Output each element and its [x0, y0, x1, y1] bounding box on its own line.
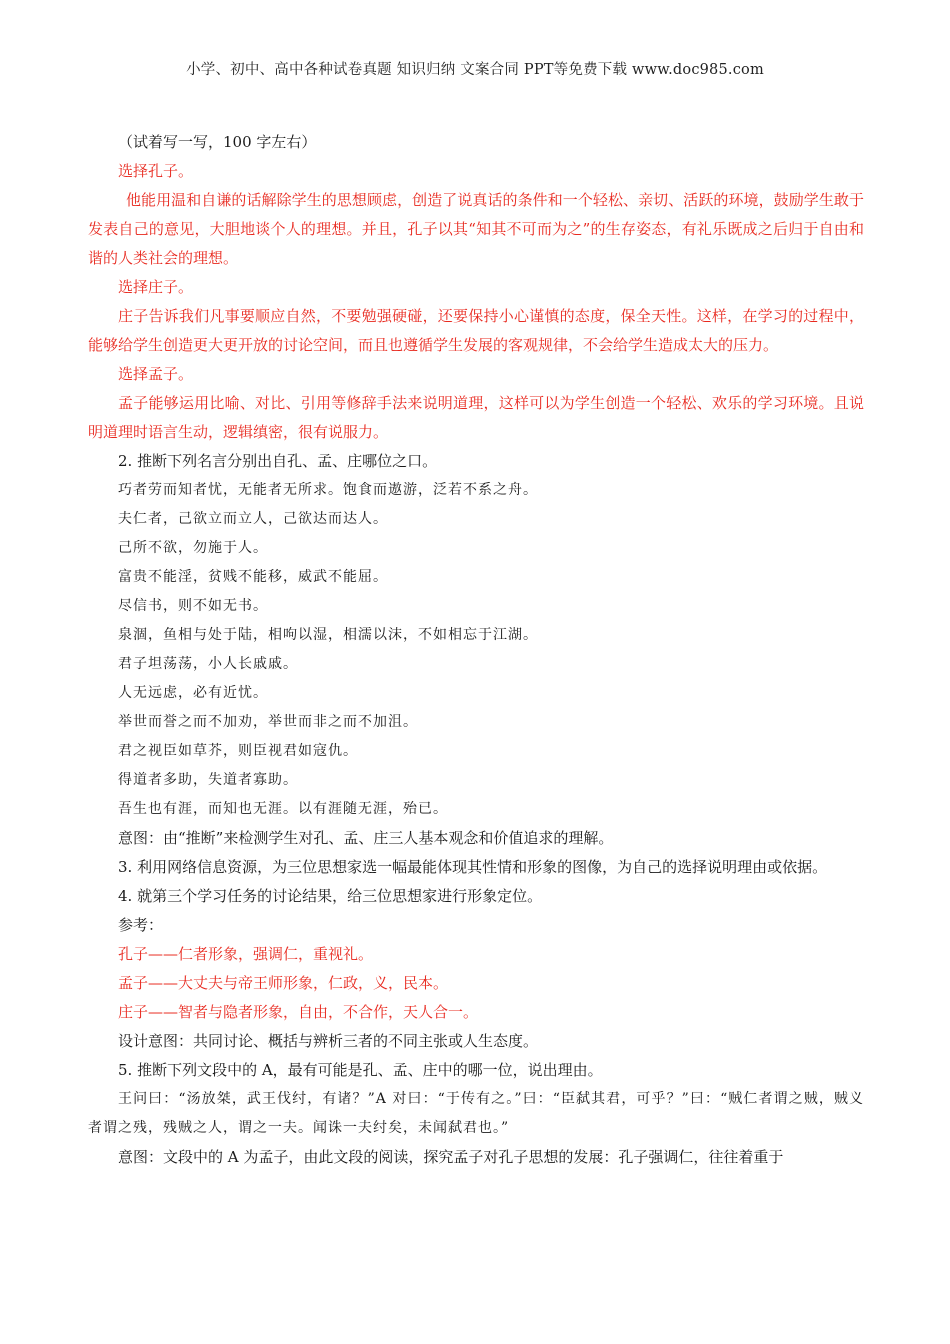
question-4-intent: 设计意图：共同讨论、概括与辨析三者的不同主张或人生态度。 — [118, 1032, 539, 1050]
reference-zhuangzi: 庄子——智者与隐者形象，自由，不合作，天人合一。 — [118, 1003, 479, 1021]
page-header: 小学、初中、高中各种试卷真题 知识归纳 文案合同 PPT等免费下载 www.doc985.com — [186, 62, 764, 78]
question-5-intent: 意图：文段中的 A 为孟子，由此文段的阅读，探究孟子对孔子思想的发展：孔子强调仁，往往着重于 — [118, 1148, 784, 1166]
answer-text-mencius: 孟子能够运用比喻、对比、引用等修辞手法来说明道理，这样可以为学生创造一个轻松、欢乐的学习环境。且说明道理时语言生动，逻辑缜密，很有说服力。 — [88, 394, 864, 441]
writing-hint: （试着写一写，100 字左右） — [118, 133, 317, 151]
reference-label: 参考： — [118, 916, 164, 934]
quote-item: 君子坦荡荡，小人长戚戚。 — [118, 656, 298, 672]
answer-text-zhuangzi: 庄子告诉我们凡事要顺应自然，不要勉强硬碰，还要保持小心谨慎的态度，保全天性。这样，在学习的过程中，能够给学生创造更大更开放的讨论空间，而且也遵循学生发展的客观规律，不会给学生造成太大的压力。 — [88, 307, 864, 354]
question-5-passage: 王问曰：“汤放桀，武王伐纣，有诸？”A 对曰：“于传有之。”曰：“臣弑其君，可乎？”曰：“贼仁者谓之贼，贼义者谓之残，残贼之人，谓之一夫。闻诛一夫纣矣，未闻弑君也。” — [88, 1091, 864, 1136]
reference-mencius: 孟子——大丈夫与帝王师形象，仁政，义，民本。 — [118, 974, 449, 992]
answer-text-confucius: 他能用温和自谦的话解除学生的思想顾虑，创造了说真话的条件和一个轻松、亲切、活跃的环境，鼓励学生敢于发表自己的意见，大胆地谈个人的理想。并且，孔子以其“知其不可而为之”的生存姿态，有礼乐既成之后归于自由和谐的人类社会的理想。 — [88, 191, 864, 267]
question-3: 3. 利用网络信息资源，为三位思想家选一幅最能体现其性情和形象的图像，为自己的选择说明理由或依据。 — [118, 858, 828, 876]
quote-item: 君之视臣如草芥，则臣视君如寇仇。 — [118, 743, 358, 759]
reference-confucius: 孔子——仁者形象，强调仁，重视礼。 — [118, 945, 374, 963]
quote-item: 举世而誉之而不加劝，举世而非之而不加沮。 — [118, 714, 418, 730]
question-4-title: 4. 就第三个学习任务的讨论结果，给三位思想家进行形象定位。 — [118, 887, 543, 905]
answer-choice-zhuangzi: 选择庄子。 — [118, 278, 194, 296]
question-5-title: 5. 推断下列文段中的 A，最有可能是孔、孟、庄中的哪一位，说出理由。 — [118, 1061, 603, 1079]
quote-item: 己所不欲，勿施于人。 — [118, 540, 268, 556]
answer-choice-mencius: 选择孟子。 — [118, 365, 194, 383]
quote-item: 人无远虑，必有近忧。 — [118, 685, 268, 701]
quote-item: 巧者劳而知者忧，无能者无所求。饱食而遨游，泛若不系之舟。 — [118, 482, 538, 498]
quote-item: 得道者多助，失道者寡助。 — [118, 772, 298, 788]
quote-item: 吾生也有涯，而知也无涯。以有涯随无涯，殆已。 — [118, 801, 448, 817]
quote-item: 夫仁者，己欲立而立人，己欲达而达人。 — [118, 511, 388, 527]
quote-item: 富贵不能淫，贫贱不能移，威武不能屈。 — [118, 569, 388, 585]
document-body — [88, 128, 864, 1172]
question-2-intent: 意图：由“推断”来检测学生对孔、孟、庄三人基本观念和价值追求的理解。 — [118, 829, 614, 847]
quote-item: 泉涸，鱼相与处于陆，相呴以湿，相濡以沫，不如相忘于江湖。 — [118, 627, 538, 643]
question-2-title: 2. 推断下列名言分别出自孔、孟、庄哪位之口。 — [118, 452, 438, 470]
answer-choice-confucius: 选择孔子。 — [118, 162, 194, 180]
quote-item: 尽信书，则不如无书。 — [118, 598, 268, 614]
